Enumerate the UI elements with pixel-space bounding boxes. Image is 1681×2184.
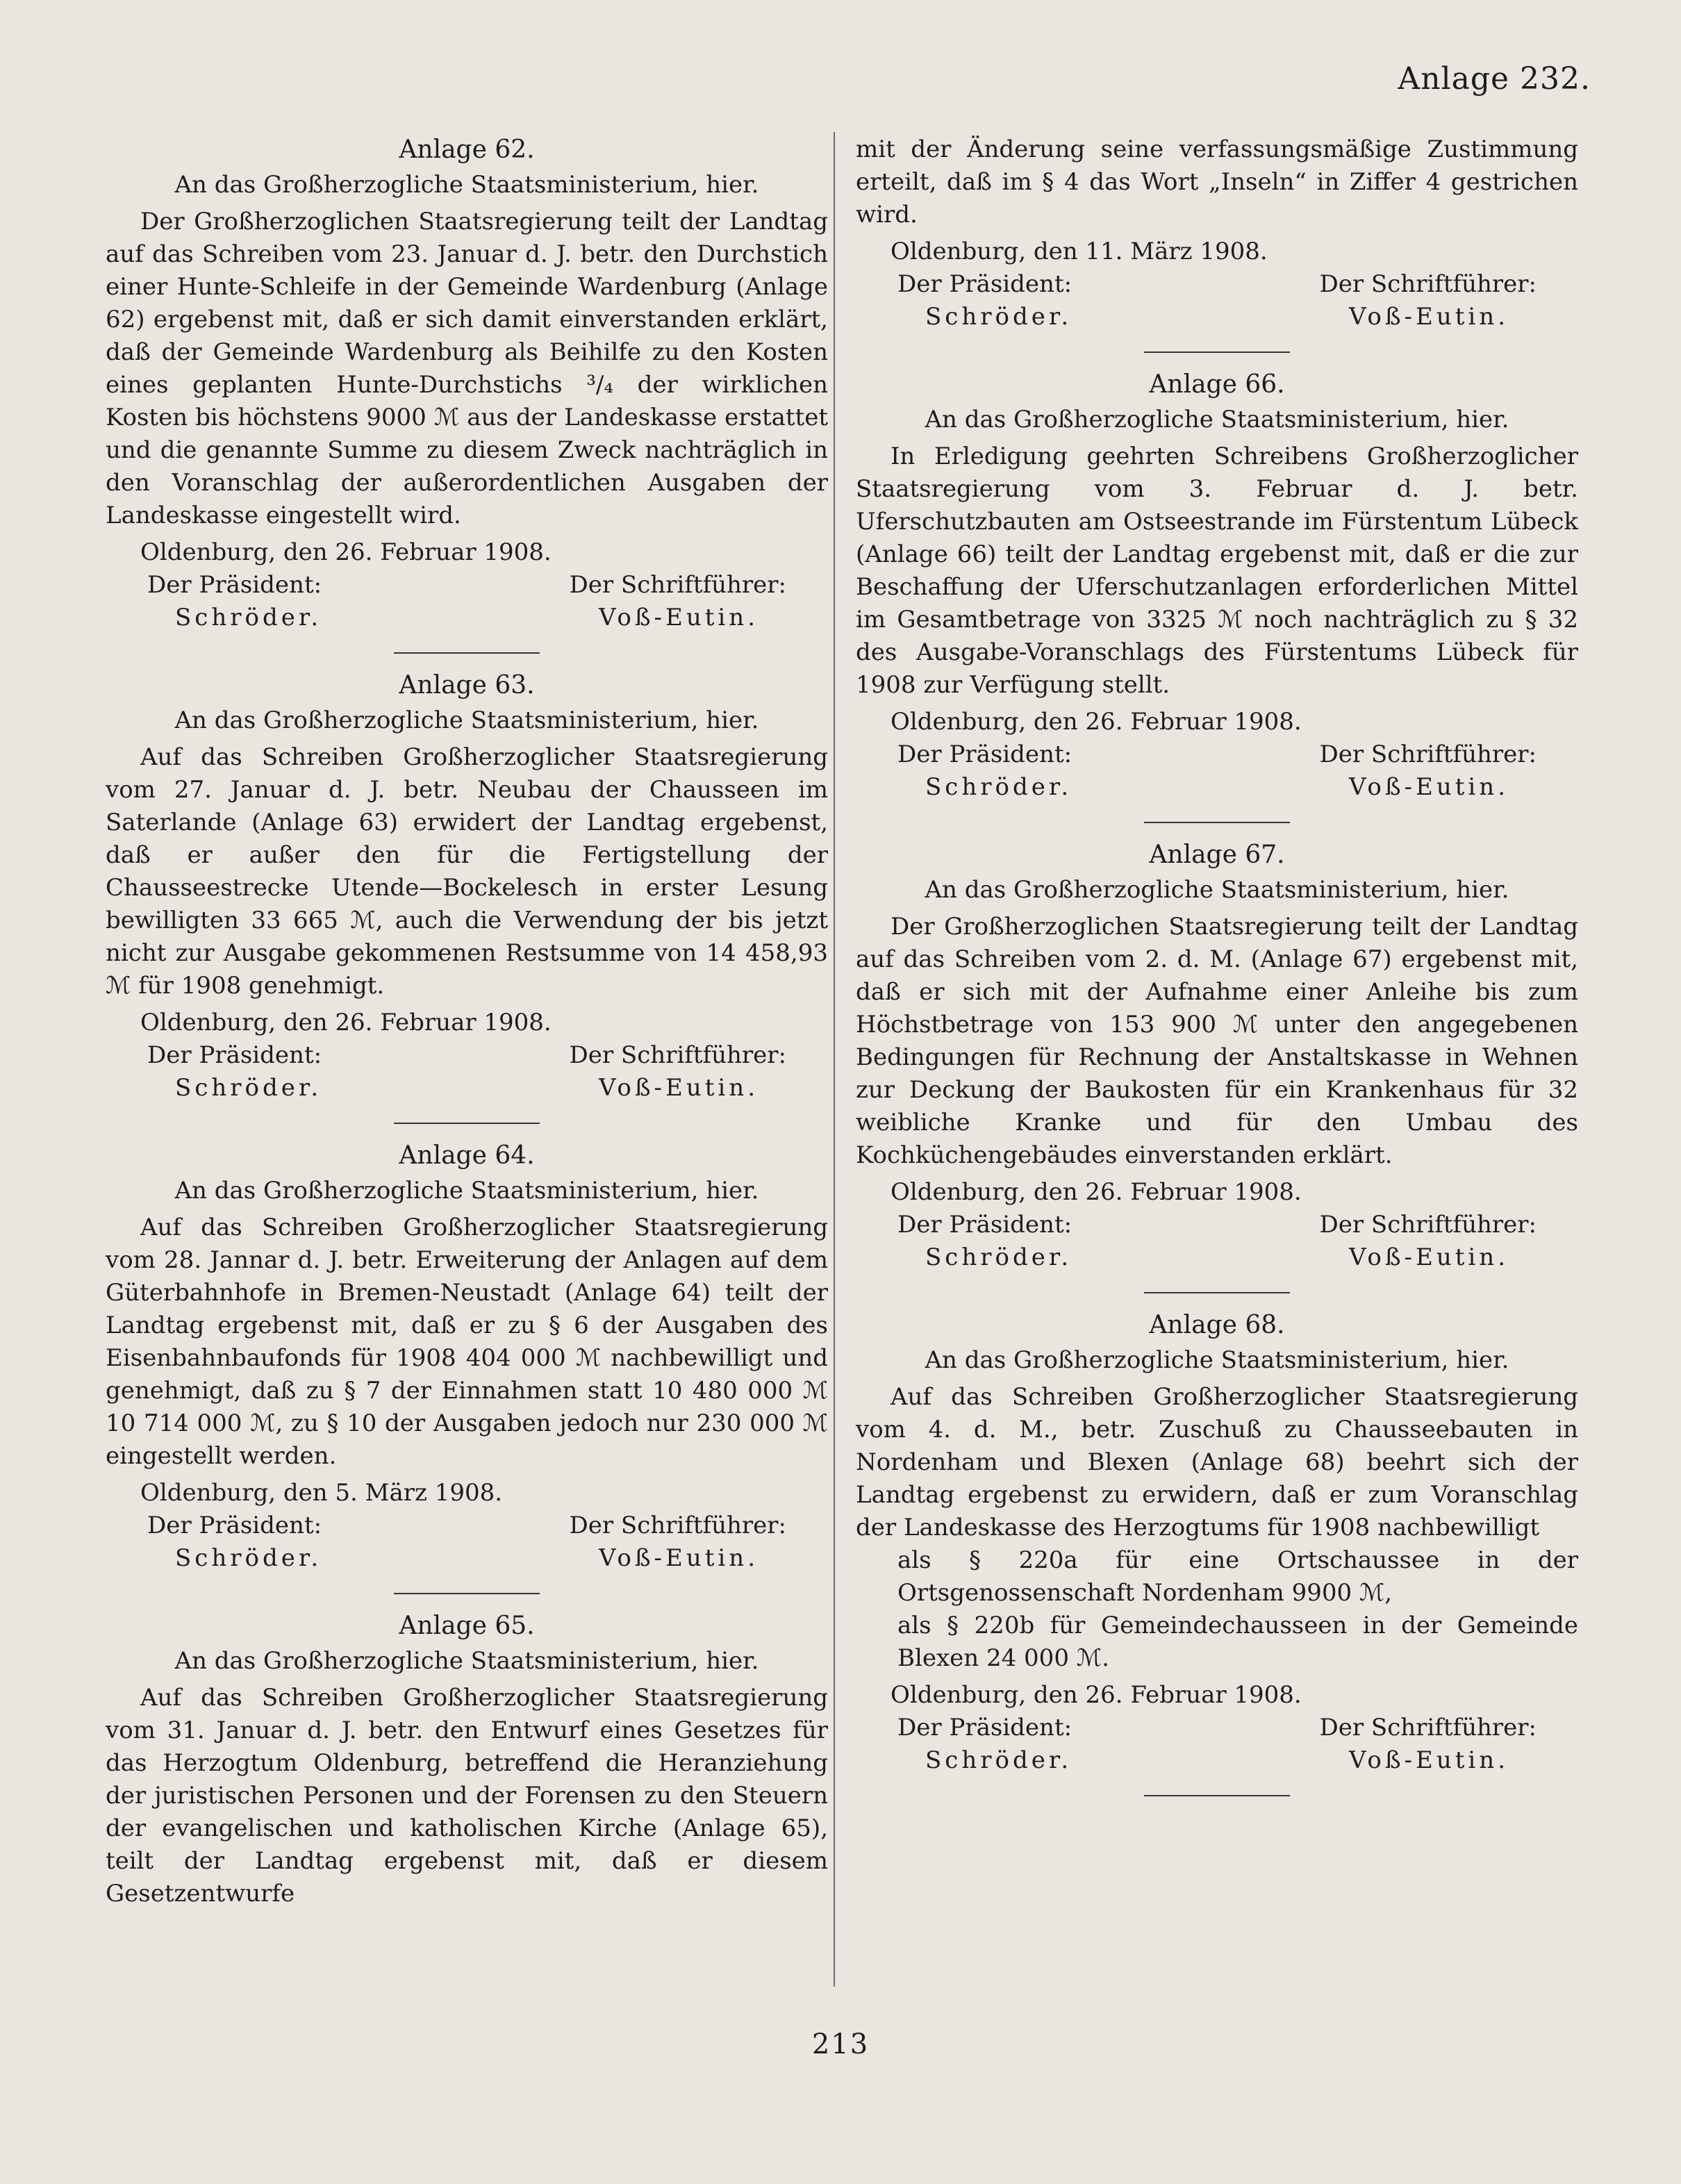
president-title: Der Präsident:: [147, 571, 322, 599]
annex-62: [106, 133, 828, 634]
addressee: An das Großherzogliche Staatsministerium, hier.: [174, 1647, 759, 1675]
signature-titles: [856, 1712, 1578, 1744]
addressee: An das Großherzogliche Staatsministerium, hier.: [925, 876, 1509, 904]
signature-titles: [106, 1039, 828, 1072]
signature-titles: [856, 268, 1578, 301]
addressee: An das Großherzogliche Staatsministerium, hier.: [925, 406, 1509, 433]
annex-body: Auf das Schreiben Großherzoglicher Staatsregierung vom 4. d. M., betr. Zuschuß zu Chausseebauten in Nordenham und Blexen (Anlage 68) beehrt sich der Landtag ergebenst zu erwidern, daß er zum Voranschlag der Landeskasse des Herzogtums für 1908 nachbewilligt: [856, 1383, 1578, 1541]
secretary-name: Voß-Eutin.: [598, 604, 759, 631]
page-header: Anlage 232.: [1398, 61, 1591, 97]
annex-body: Der Großherzoglichen Staatsregierung teilt der Landtag auf das Schreiben vom 23. Januar d. J. betr. den Durchstich einer Hunte-Schleife in der Gemeinde Wardenburg (Anlage 62) ergebenst mit, daß er sich damit einverstanden erklärt, daß der Gemeinde Wardenburg als Beihilfe zu den Kosten eines geplanten Hunte-Durchstichs ³/₄ der wirklichen Kosten bis höchstens 9000 ℳ aus der Landeskasse erstattet und die genannte Summe zu diesem Zweck nachträglich in den Voranschlag der außerordentlichen Ausgaben der Landeskasse eingestellt wird.: [106, 208, 828, 529]
annex-body: Auf das Schreiben Großherzoglicher Staatsregierung vom 27. Januar d. J. betr. Neubau der Chausseen im Saterlande (Anlage 63) erwidert der Landtag ergebenst, daß er außer den für die Fertigstellung der Chausseestrecke Utende—Bockelesch in erster Lesung bewilligten 33 665 ℳ, auch die Verwendung der bis jetzt nicht zur Ausgabe gekommenen Restsumme von 14 458,93 ℳ für 1908 genehmigt.: [106, 743, 828, 1000]
president-name: Schröder.: [925, 1746, 1073, 1774]
right-column: [856, 133, 1578, 1812]
signature-titles: [106, 1509, 828, 1542]
president-name: Schröder.: [925, 303, 1073, 331]
section-divider: [394, 1123, 540, 1124]
section-divider: [394, 652, 540, 654]
annex-63: [106, 669, 828, 1105]
section-divider: [1144, 822, 1290, 823]
president-title: Der Präsident:: [897, 1714, 1073, 1742]
signature-names: [856, 771, 1578, 804]
president-title: Der Präsident:: [897, 270, 1073, 298]
president-name: Schröder.: [175, 604, 322, 631]
annex-68: [856, 1309, 1578, 1777]
column-rule: [834, 132, 835, 1987]
place-date: Oldenburg, den 26. Februar 1908.: [140, 538, 552, 566]
secretary-name: Voß-Eutin.: [1348, 1746, 1509, 1774]
secretary-name: Voß-Eutin.: [1348, 1243, 1509, 1271]
section-divider: [1144, 351, 1290, 353]
annex-67: [856, 838, 1578, 1274]
signature-names: [106, 1542, 828, 1575]
addressee: An das Großherzogliche Staatsministerium, hier.: [174, 171, 759, 199]
annex-65: [106, 1610, 828, 1910]
left-column: [106, 133, 828, 1910]
president-title: Der Präsident:: [897, 741, 1073, 768]
signature-titles: [856, 1209, 1578, 1241]
secretary-title: Der Schriftführer:: [569, 1512, 786, 1539]
annex-body: Der Großherzoglichen Staatsregierung teilt der Landtag auf das Schreiben vom 2. d. M. (Anlage 67) ergebenst mit, daß er sich mit der Aufnahme einer Anleihe bis zum Höchstbetrage von 153 900 ℳ unter den angegebenen Bedingungen für Rechnung der Anstaltskasse in Wehnen zur Deckung der Baukosten für ein Krankenhaus für 32 weibliche Kranke und für den Umbau des Kochküchengebäudes einverstanden erklärt.: [856, 913, 1578, 1169]
signature-titles: [106, 569, 828, 602]
secretary-title: Der Schriftführer:: [569, 1041, 786, 1069]
secretary-name: Voß-Eutin.: [598, 1544, 759, 1572]
secretary-name: Voß-Eutin.: [1348, 303, 1509, 331]
annex-body: Auf das Schreiben Großherzoglicher Staatsregierung vom 31. Januar d. J. betr. den Entwurf eines Gesetzes für das Herzogtum Oldenburg, betreffend die Heranziehung der juristischen Personen und der Forensen zu den Steuern der evangelischen und katholischen Kirche (Anlage 65), teilt der Landtag ergebenst mit, daß er diesem Gesetzentwurfe: [106, 1684, 828, 1908]
place-date: Oldenburg, den 26. Februar 1908.: [891, 708, 1302, 736]
secretary-name: Voß-Eutin.: [598, 1074, 759, 1102]
place-date: Oldenburg, den 26. Februar 1908.: [891, 1178, 1302, 1206]
addressee: An das Großherzogliche Staatsministerium, hier.: [174, 1177, 759, 1205]
place-date: Oldenburg, den 26. Februar 1908.: [140, 1009, 552, 1036]
secretary-title: Der Schriftführer:: [1319, 1211, 1537, 1239]
signature-titles: [856, 738, 1578, 771]
budget-item: als § 220b für Gemeindechausseen in der Gemeinde Blexen 24 000 ℳ.: [897, 1612, 1578, 1672]
signature-names: [106, 1072, 828, 1105]
signature-names: [856, 1744, 1578, 1777]
president-title: Der Präsident:: [147, 1041, 322, 1069]
secretary-name: Voß-Eutin.: [1348, 773, 1509, 801]
place-date: Oldenburg, den 5. März 1908.: [140, 1479, 503, 1507]
annex-heading: Anlage 62.: [399, 135, 535, 164]
addressee: An das Großherzogliche Staatsministerium, hier.: [925, 1346, 1509, 1374]
signature-names: [856, 301, 1578, 333]
section-divider: [394, 1593, 540, 1594]
annex-64: [106, 1139, 828, 1575]
section-divider: [1144, 1292, 1290, 1293]
president-name: Schröder.: [175, 1074, 322, 1102]
signature-names: [106, 602, 828, 634]
annex-heading: Anlage 65.: [399, 1612, 535, 1640]
president-title: Der Präsident:: [897, 1211, 1073, 1239]
president-title: Der Präsident:: [147, 1512, 322, 1539]
page-number: 213: [811, 2028, 870, 2060]
annex-heading: Anlage 67.: [1149, 841, 1285, 869]
annex-heading: Anlage 64.: [399, 1141, 535, 1170]
annex-body: Auf das Schreiben Großherzoglicher Staatsregierung vom 28. Jannar d. J. betr. Erweiterung der Anlagen auf dem Güterbahnhofe in Bremen-Neustadt (Anlage 64) teilt der Landtag ergebenst mit, daß er zu § 6 der Ausgaben des Eisenbahnbaufonds für 1908 404 000 ℳ nachbewilligt und genehmigt, daß zu § 7 der Einnahmen statt 10 480 000 ℳ 10 714 000 ℳ, zu § 10 der Ausgaben jedoch nur 230 000 ℳ eingestellt werden.: [106, 1214, 828, 1470]
annex-body: In Erledigung geehrten Schreibens Großherzoglicher Staatsregierung vom 3. Februar d. J. betr. Uferschutzbauten am Ostseestrande im Fürstentum Lübeck (Anlage 66) teilt der Landtag ergebenst mit, daß er die zur Beschaffung der Uferschutzanlagen erforderlichen Mittel im Gesamtbetrage von 3325 ℳ noch nachträglich zu § 32 des Ausgabe-Voranschlags des Fürstentums Lübeck für 1908 zur Verfügung stellt.: [856, 442, 1578, 699]
budget-item: als § 220a für eine Ortschaussee in der Ortsgenossenschaft Nordenham 9900 ℳ,: [897, 1546, 1578, 1607]
secretary-title: Der Schriftführer:: [1319, 270, 1537, 298]
annex-66: [856, 368, 1578, 804]
annex-65-continuation: [856, 133, 1578, 333]
president-name: Schröder.: [925, 1243, 1073, 1271]
secretary-title: Der Schriftführer:: [569, 571, 786, 599]
place-date: Oldenburg, den 26. Februar 1908.: [891, 1681, 1302, 1709]
president-name: Schröder.: [175, 1544, 322, 1572]
annex-heading: Anlage 68.: [1149, 1311, 1285, 1339]
addressee: An das Großherzogliche Staatsministerium, hier.: [174, 706, 759, 734]
section-divider: [1144, 1795, 1290, 1796]
signature-names: [856, 1241, 1578, 1274]
secretary-title: Der Schriftführer:: [1319, 1714, 1537, 1742]
place-date: Oldenburg, den 11. März 1908.: [891, 238, 1268, 265]
annex-heading: Anlage 66.: [1149, 370, 1285, 399]
annex-heading: Anlage 63.: [399, 671, 535, 700]
annex-body: mit der Änderung seine verfassungsmäßige Zustimmung erteilt, daß im § 4 das Wort „Inseln“ in Ziffer 4 gestrichen wird.: [856, 135, 1578, 229]
president-name: Schröder.: [925, 773, 1073, 801]
secretary-title: Der Schriftführer:: [1319, 741, 1537, 768]
